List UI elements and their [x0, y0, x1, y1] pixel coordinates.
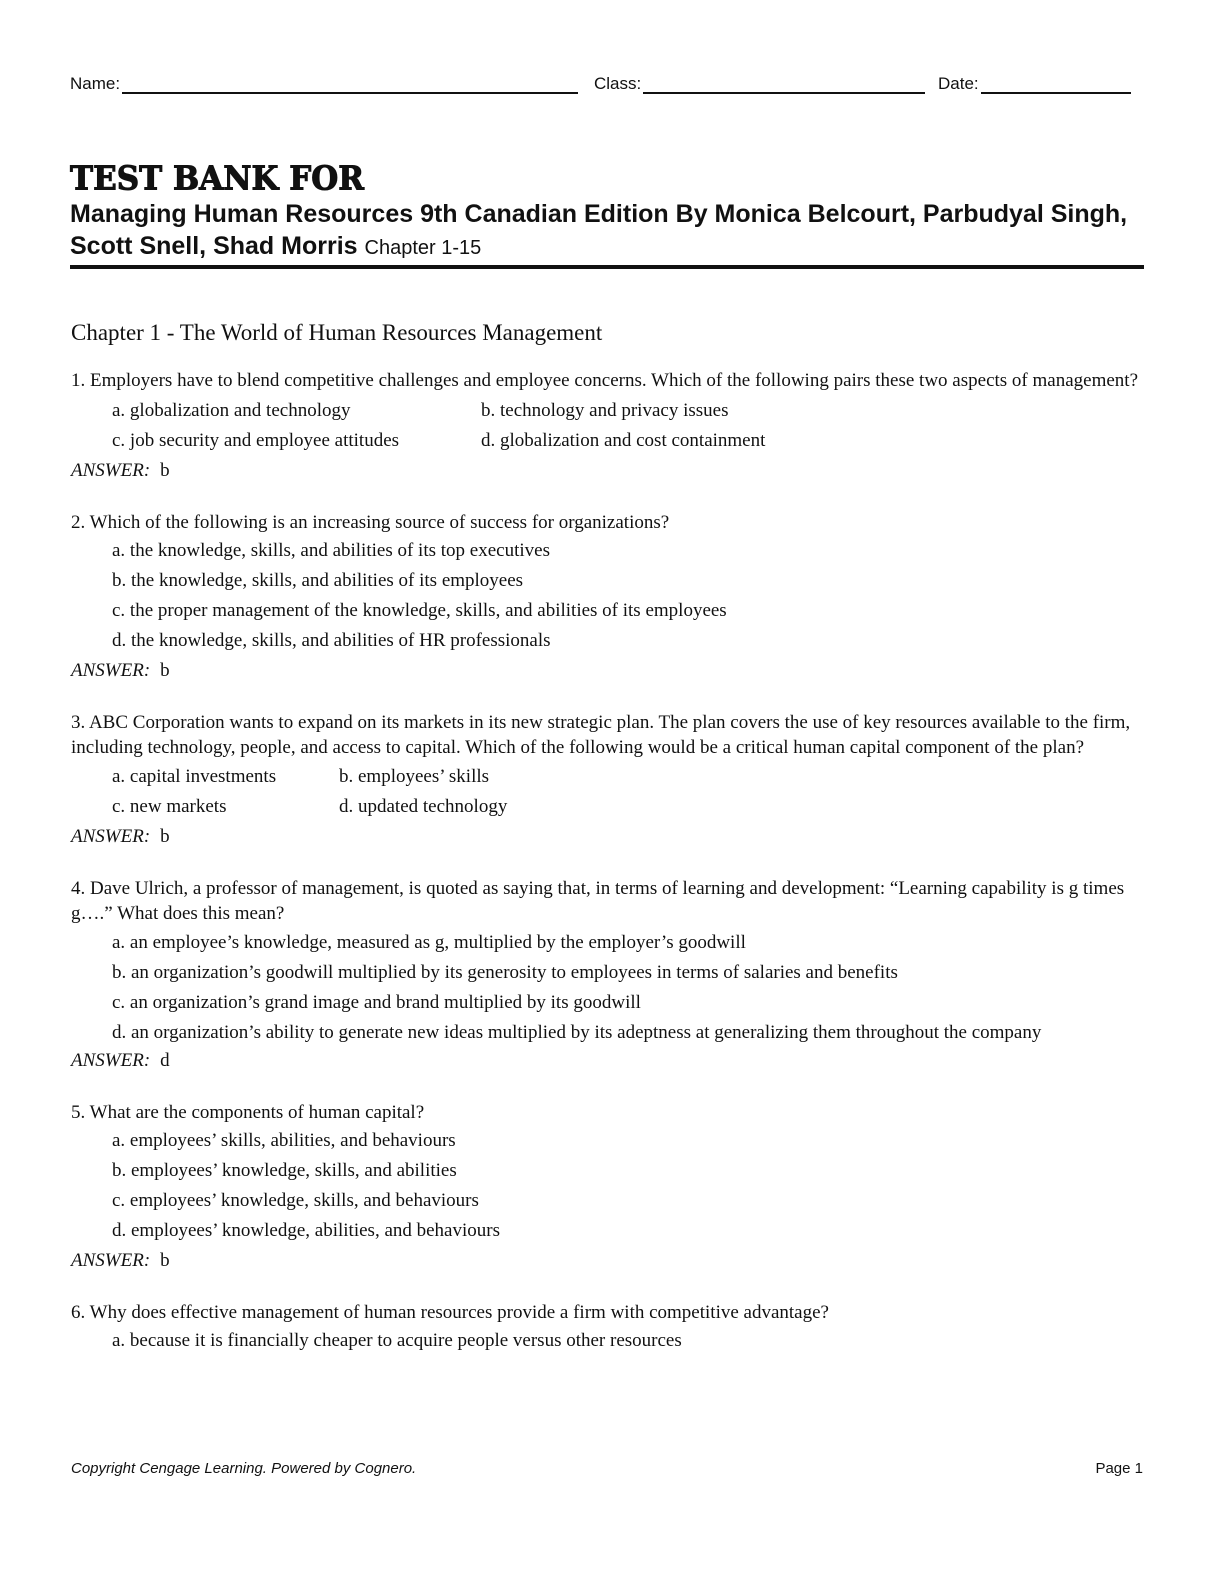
question-stem: 2. Which of the following is an increasing source of success for organizations?: [71, 512, 670, 533]
student-info-header: [70, 70, 1142, 98]
option-d: d. globalization and cost containment: [481, 430, 766, 451]
answer-label: ANSWER:: [71, 1250, 151, 1271]
options: [71, 1326, 1143, 1356]
question-2: [71, 510, 1143, 686]
test-bank-heading: TEST BANK FOR: [70, 160, 365, 198]
book-title: [70, 198, 1144, 264]
question-5: [71, 1100, 1143, 1276]
options: [71, 928, 1143, 1046]
option-a: a. globalization and technology: [112, 400, 351, 421]
name-blank-line: [122, 70, 578, 94]
chapter-heading: Chapter 1 - The World of Human Resources Management: [71, 320, 603, 345]
question-stem: 4. Dave Ulrich, a professor of management, is quoted as saying that, in terms of learning and development: “Learning capability is g times g….” What does this mean?: [71, 878, 1125, 924]
option-c: c. job security and employee attitudes: [112, 430, 400, 451]
question-3: [71, 710, 1143, 852]
name-field: [70, 70, 578, 94]
option-c: c. the proper management of the knowledge, skills, and abilities of its employees: [112, 600, 727, 621]
date-blank-line: [981, 70, 1131, 94]
option-b: b. employees’ skills: [339, 766, 490, 787]
title-block: [70, 160, 1144, 264]
question-content: [71, 318, 1143, 1380]
book-title-text: Managing Human Resources 9th Canadian Edition By Monica Belcourt, Parbudyal Singh, Scott Snell, Shad Morris: [70, 200, 1128, 260]
option-d: d. updated technology: [339, 796, 508, 817]
title-divider: [70, 265, 1144, 269]
class-blank-line: [643, 70, 925, 94]
class-field: [594, 70, 925, 94]
page-number: Page 1: [1095, 1460, 1143, 1477]
answer-value: d: [160, 1050, 170, 1071]
option-a: a. employees’ skills, abilities, and behaviours: [112, 1130, 456, 1151]
answer-line: [71, 456, 1143, 486]
option-c: c. new markets: [112, 796, 227, 817]
answer-value: b: [160, 660, 170, 681]
name-label: Name:: [70, 74, 121, 93]
answer-line: [71, 1046, 1143, 1076]
date-field: [938, 70, 1131, 94]
option-d: d. an organization’s ability to generate new ideas multiplied by its adeptness at generalizing them throughout the company: [112, 1022, 1042, 1043]
options: [71, 536, 1143, 656]
option-b: b. the knowledge, skills, and abilities of its employees: [112, 570, 524, 591]
option-d: d. the knowledge, skills, and abilities of HR professionals: [112, 630, 551, 651]
option-a: a. capital investments: [112, 766, 277, 787]
options: [71, 1126, 1143, 1246]
option-a: a. an employee’s knowledge, measured as g, multiplied by the employer’s goodwill: [112, 932, 746, 953]
options: [71, 762, 1143, 822]
question-stem: 3. ABC Corporation wants to expand on its markets in its new strategic plan. The plan covers the use of key resources available to the firm, including technology, people, and access to capital. Which of the following would be a critical human capital component of the plan?: [71, 712, 1131, 758]
chapter-range: Chapter 1-15: [364, 237, 482, 259]
answer-label: ANSWER:: [71, 1050, 151, 1071]
answer-label: ANSWER:: [71, 826, 151, 847]
answer-line: [71, 1246, 1143, 1276]
option-b: b. technology and privacy issues: [481, 400, 729, 421]
page-footer: [71, 1460, 1143, 1477]
date-label: Date:: [938, 74, 979, 93]
copyright-text: Copyright Cengage Learning. Powered by Cognero.: [71, 1460, 417, 1477]
question-6: [71, 1300, 1143, 1356]
answer-line: [71, 656, 1143, 686]
class-label: Class:: [594, 74, 642, 93]
option-a: a. the knowledge, skills, and abilities of its top executives: [112, 540, 550, 561]
options: [71, 396, 1143, 456]
option-c: c. employees’ knowledge, skills, and behaviours: [112, 1190, 479, 1211]
option-a: a. because it is financially cheaper to acquire people versus other resources: [112, 1330, 682, 1351]
answer-line: [71, 822, 1143, 852]
answer-label: ANSWER:: [71, 460, 151, 481]
option-c: c. an organization’s grand image and brand multiplied by its goodwill: [112, 992, 641, 1013]
option-d: d. employees’ knowledge, abilities, and behaviours: [112, 1220, 500, 1241]
answer-value: b: [160, 460, 170, 481]
answer-label: ANSWER:: [71, 660, 151, 681]
option-b: b. an organization’s goodwill multiplied by its generosity to employees in terms of salaries and benefits: [112, 962, 898, 983]
question-1: [71, 368, 1143, 486]
option-b: b. employees’ knowledge, skills, and abilities: [112, 1160, 457, 1181]
question-stem: 5. What are the components of human capital?: [71, 1102, 425, 1123]
question-stem: 6. Why does effective management of human resources provide a firm with competitive advantage?: [71, 1302, 829, 1323]
answer-value: b: [160, 826, 170, 847]
answer-value: b: [160, 1250, 170, 1271]
question-stem: 1. Employers have to blend competitive challenges and employee concerns. Which of the following pairs these two aspects of management?: [71, 370, 1139, 391]
question-4: [71, 876, 1143, 1076]
